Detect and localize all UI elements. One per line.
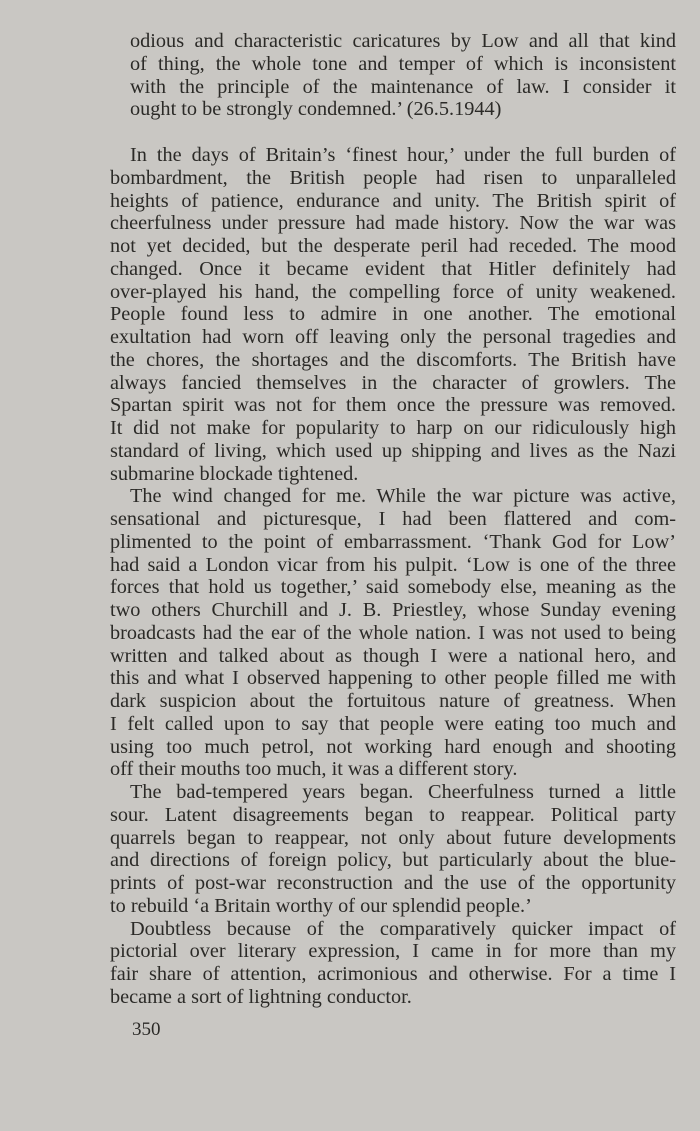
page-number: 350 (132, 1019, 161, 1040)
paragraph (110, 144, 676, 485)
text-line: using too much petrol, not working hard enough and shooting (110, 735, 676, 758)
text-line: fair share of attention, acrimonious and otherwise. For a time I (110, 963, 676, 985)
text-line: I felt called upon to say that people were eating too much and (110, 712, 676, 735)
text-line: not yet decided, but the desperate peril had receded. The mood (110, 235, 676, 257)
quote-line: of thing, the whole tone and temper of which is inconsistent (130, 52, 676, 75)
text-line: quarrels began to reappear, not only about future developments (110, 826, 676, 849)
text-line: In the days of Britain’s ‘finest hour,’ under the full burden of (130, 144, 676, 166)
quote-line: odious and characteristic caricatures by Low and all that kind (130, 30, 676, 52)
text-line: pictorial over literary expression, I came in for more than my (110, 940, 676, 963)
text-line: Doubtless because of the comparatively quicker impact of (130, 917, 676, 940)
text-line: It did not make for popularity to harp on our ridiculously high (110, 417, 676, 439)
text-line: dark suspicion about the fortuitous nature of greatness. When (110, 690, 676, 712)
text-line: plimented to the point of embarrassment. ‘Thank God for Low’ (110, 530, 676, 553)
text-line: to rebuild ‘a Britain worthy of our splendid people.’ (110, 894, 532, 917)
text-line: changed. Once it became evident that Hitler definitely had (110, 257, 676, 280)
text-line: forces that hold us together,’ said somebody else, meaning as the (110, 576, 676, 599)
text-line: had said a London vicar from his pulpit. ‘Low is one of the three (110, 553, 676, 576)
text-line: The wind changed for me. While the war picture was active, (130, 485, 676, 508)
text-line: off their mouths too much, it was a different story. (110, 758, 518, 781)
paragraph (110, 781, 676, 918)
text-line: over-played his hand, the compelling force of unity weakened. (110, 280, 676, 303)
text-line: became a sort of lightning conductor. (110, 985, 412, 1008)
text-line: standard of living, which used up shipping and lives as the Nazi (110, 439, 676, 462)
text-line: broadcasts had the ear of the whole nation. I was not used to being (110, 621, 676, 644)
text-line: written and talked about as though I were a national hero, and (110, 644, 676, 667)
paragraph (110, 485, 676, 781)
text-line: heights of patience, endurance and unity. The British spirit of (110, 189, 676, 212)
text-line: sensational and picturesque, I had been flattered and com- (110, 508, 676, 530)
text-line: exultation had worn off leaving only the personal tragedies and (110, 326, 676, 348)
text-line: always fancied themselves in the character of growlers. The (110, 371, 676, 394)
text-line: two others Churchill and J. B. Priestley, whose Sunday evening (110, 599, 676, 621)
text-line: bombardment, the British people had risen to unparalleled (110, 166, 676, 189)
block-quote (130, 30, 676, 121)
text-line: submarine blockade tightened. (110, 462, 359, 485)
text-line: People found less to admire in one another. The emotional (110, 303, 676, 326)
text-line: Spartan spirit was not for them once the pressure was removed. (110, 394, 676, 417)
quote-line: ought to be strongly condemned.’ (26.5.1944) (130, 98, 502, 121)
text-line: and directions of foreign policy, but particularly about the blue- (110, 849, 676, 872)
text-line: this and what I observed happening to other people filled me with (110, 667, 676, 690)
text-line: sour. Latent disagreements began to reappear. Political party (110, 803, 676, 826)
paragraph (110, 918, 676, 1009)
text-line: The bad-tempered years began. Cheerfulness turned a little (130, 781, 676, 803)
text-line: prints of post-war reconstruction and the use of the opportunity (110, 872, 676, 894)
body-text (110, 144, 676, 1009)
text-line: the chores, the shortages and the discomforts. The British have (110, 348, 676, 371)
quote-line: with the principle of the maintenance of law. I consider it (130, 75, 676, 98)
text-line: cheerfulness under pressure had made history. Now the war was (110, 212, 676, 235)
